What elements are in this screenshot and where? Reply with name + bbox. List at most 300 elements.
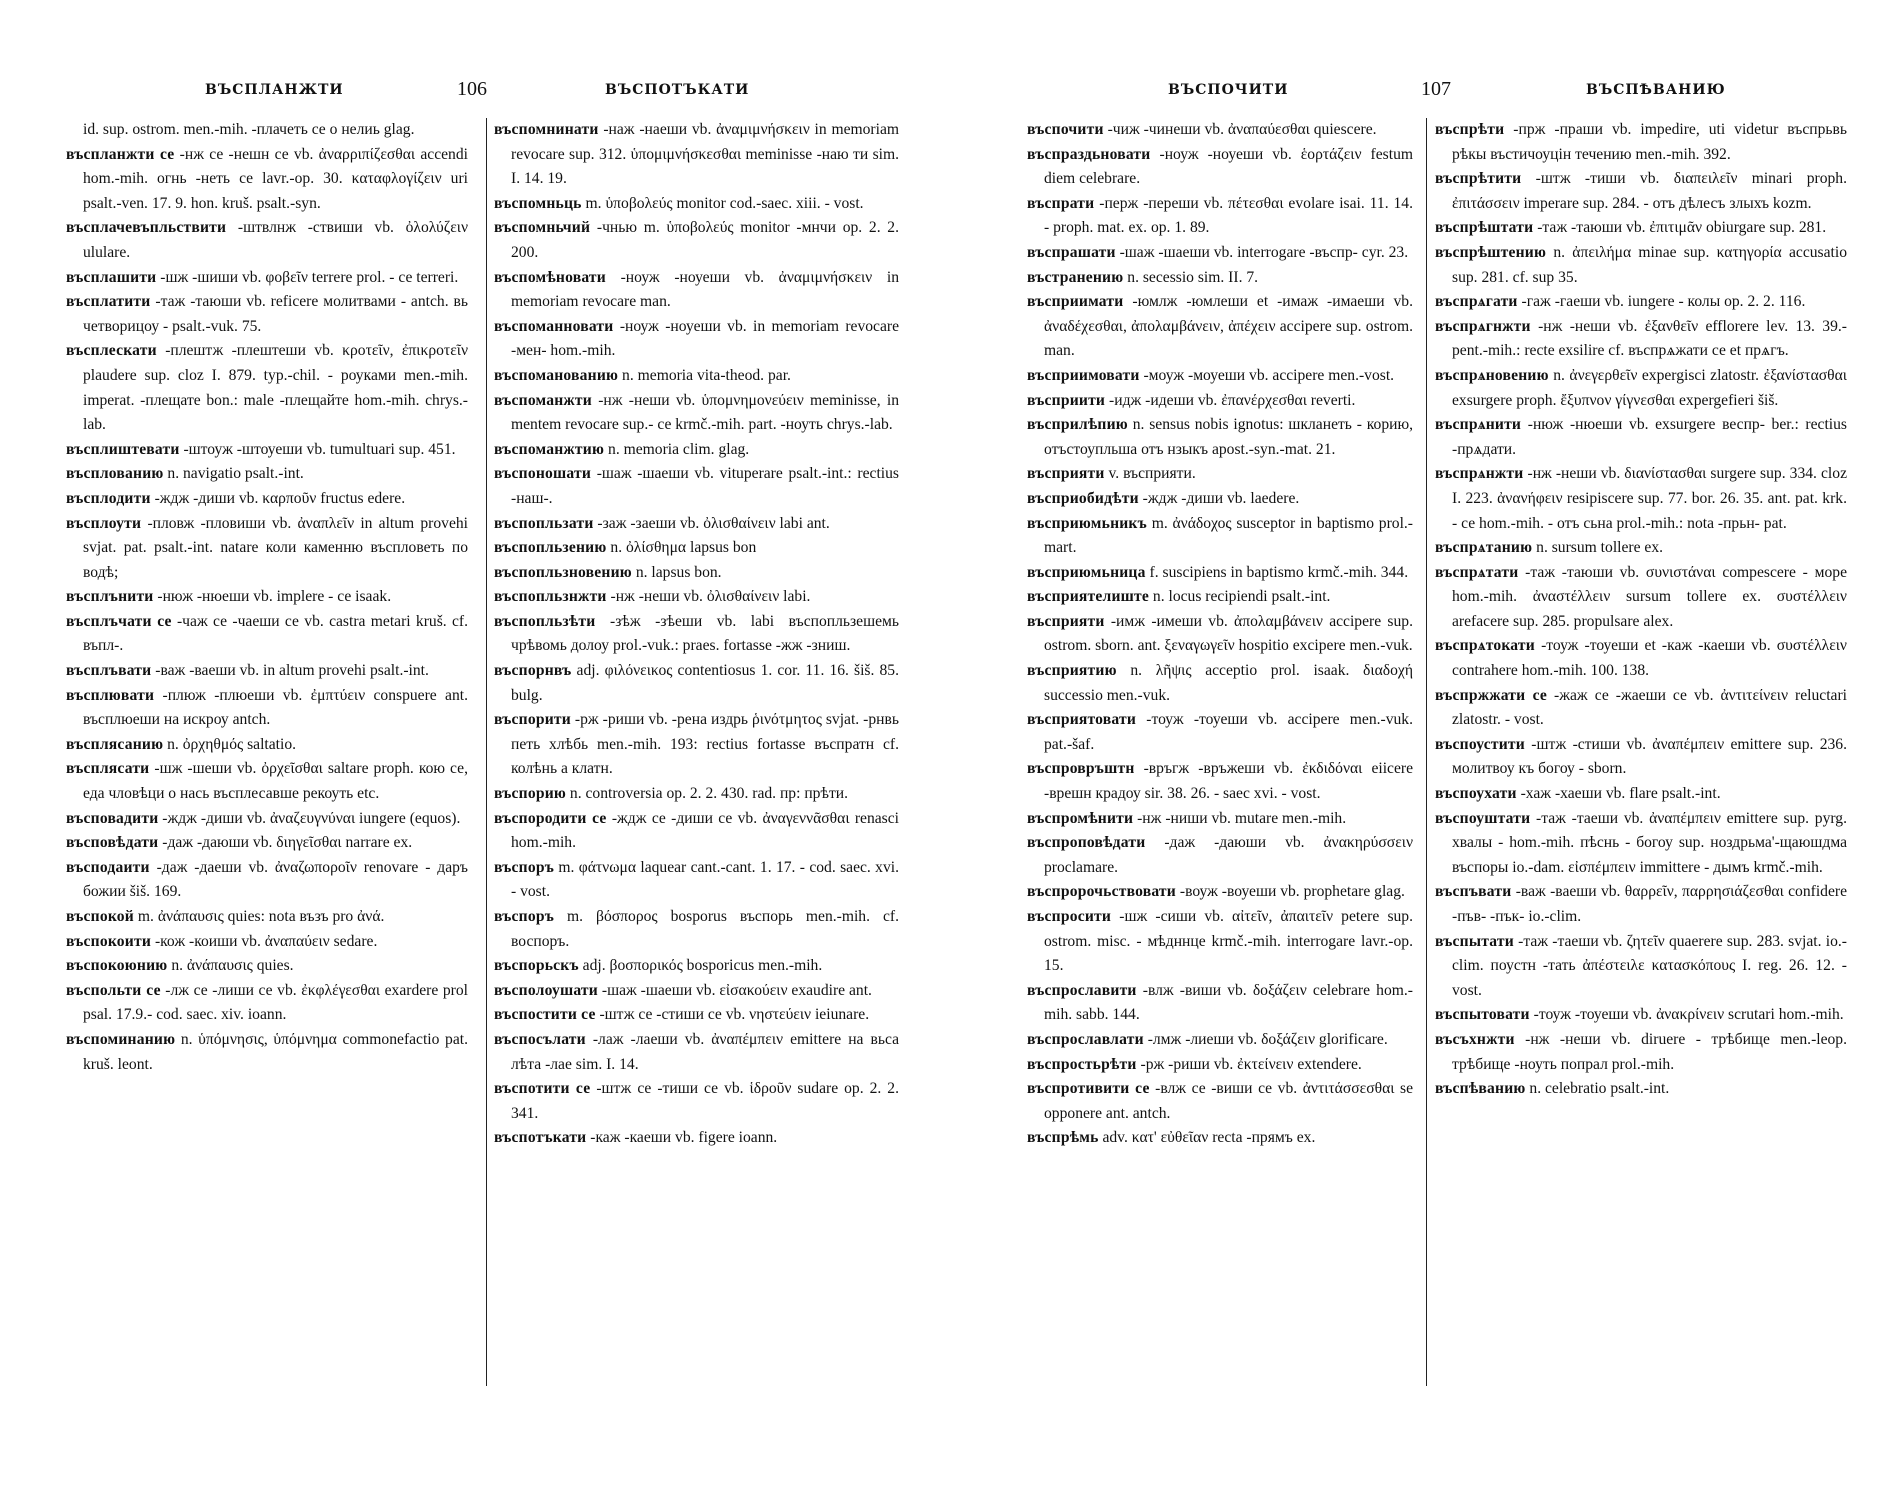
dictionary-entry [66,143,468,217]
dictionary-entry [494,364,899,389]
entry-headword: въспрѣмь [1027,1129,1099,1147]
entry-definition: -таж -таюши vb. ἐπιτιμᾶν obiurgare sup. 281. [1537,219,1827,237]
entry-definition: -плештж -плештеши vb. κροτεῖν, ἐπικροτεῖν plaudere sup. cloz I. 879. typ.-chil. - роуками men.-mih. imperat. -плещате bon.: male -плещайте hom.-mih. chrys.-lab. [83,342,468,434]
dictionary-entry [1027,979,1413,1028]
dictionary-entry [1027,1053,1413,1078]
entry-headword: въсплоути [66,514,142,532]
dictionary-entry [66,585,468,610]
dictionary-entry [1027,905,1413,979]
entry-definition: n. controversia op. 2. 2. 430. rad. пр: прѣти. [569,785,848,803]
dictionary-entry [494,512,899,537]
entry-headword: въспосълати [494,1030,586,1048]
entry-definition: -идж -идеши vb. ἐπανέρχεσθαι reverti. [1109,391,1356,409]
dictionary-entry [1435,118,1847,167]
dictionary-entry [66,118,468,143]
entry-headword: въсприимати [1027,293,1124,311]
dictionary-entry [1027,757,1413,806]
dictionary-entry [66,216,468,265]
dictionary-entry [66,339,468,437]
entry-headword: въспрѣтити [1435,170,1522,188]
entry-definition: adv. κατ' εὐθεῖαν recta -прямъ ex. [1102,1129,1316,1147]
dictionary-entry [1027,192,1413,241]
dictionary-entry [1027,659,1413,708]
entry-headword: въсплатити [66,293,151,311]
page-107 [951,0,1902,1500]
column [66,118,468,1077]
entry-headword: въсъхнжти [1435,1030,1515,1048]
entry-definition: -важ -ваеши vb. θαρρεῖν, παρρησιάζεσθαι confidere -пъв- -пък- io.-clim. [1452,883,1847,925]
entry-definition: n. navigatio psalt.-int. [167,465,304,483]
entry-definition: -чиж -чинеши vb. ἀναπαύεσθαι quiescere. [1107,121,1377,138]
entry-headword: въсприяти [1027,465,1105,483]
entry-headword: въспольти се [66,981,161,999]
entry-definition: n. memoria vita-theod. par. [622,366,791,384]
entry-definition: id. sup. ostrom. men.-mih. -плачеть се о нелиь glag. [83,121,415,138]
entry-headword: въспоношати [494,465,592,483]
dictionary-entry [494,1126,899,1151]
entry-headword: въспопльзновению [494,563,632,581]
entry-headword: въспраздьновати [1027,145,1151,163]
dictionary-entry [494,192,899,217]
dictionary-entry [494,1077,899,1126]
dictionary-entry [494,438,899,463]
dictionary-entry [1435,634,1847,683]
entry-headword: въсплъчати се [66,612,172,630]
entry-definition: -нж -неши vb. ὀλισθαίνειν labi. [610,588,811,606]
entry-definition: -нж -неши vb. ἐξανθεῖν efflorere lev. 13. 39.- pent.-mih.: recte exsilire cf. въспрѧжати се et прѧгъ. [1452,317,1847,360]
entry-definition: n. locus recipiendi psalt.-int. [1152,588,1331,606]
entry-headword: въспокой [66,908,134,925]
entry-headword: въспопльзати [494,514,594,532]
dictionary-entry [66,831,468,856]
entry-headword: въспорнвъ [494,662,572,680]
entry-definition: n. memoria clim. glag. [608,440,750,458]
entry-headword: въспрѧтати [1435,563,1519,581]
dictionary-entry [66,512,468,586]
dictionary-entry [1435,807,1847,881]
dictionary-entry [66,487,468,512]
entry-headword: въспомньць [494,194,582,212]
entry-definition: n. ὑπόμνησις, ὑπόμνημα commonefactio pat. kruš. leont. [83,1030,468,1073]
entry-definition: -лаж -лаеши vb. ἀναπέμπειν emittere на вьса лѣта -лае sim. I. 14. [511,1030,900,1073]
entry-headword: въспытати [1435,932,1514,950]
entry-definition: -шж -сиши vb. αἰτεῖν, ἀπαιτεῖν petere sup. ostrom. misc. - мѣдннце krmč.-mih. interrogare lavr.-op. 15. [1044,908,1414,975]
entry-definition: -таж -таюши vb. reficere молитвами - antch. вь четворицоу - psalt.-vuk. 75. [83,293,469,335]
entry-headword: въспоустити [1435,735,1525,753]
entry-headword: въспотити се [494,1080,591,1098]
dictionary-entry [66,954,468,979]
dictionary-entry [1027,266,1413,291]
dictionary-entry [1027,561,1413,586]
entry-headword: въсповѣдати [66,834,159,852]
entry-definition: -нюж -нюеши vb. exsurgere веспр- ber.: rectius -прѧдати. [1452,416,1847,458]
entry-definition: -каж -каеши vb. figere ioann. [590,1129,778,1147]
dictionary-entry [1435,167,1847,216]
entry-definition: -лмж -лиеши vb. δοξάζειν glorificare. [1147,1030,1388,1048]
dictionary-entry [1027,143,1413,192]
entry-definition: m. ὑποβολεύς monitor cod.-saec. xiii. - vost. [585,194,864,212]
entry-definition: -ноуж -ноуеши vb. ἑορτάζειν festum diem celebrare. [1044,145,1413,188]
entry-definition: n. ἀπειλήμα minae sup. κατηγορία accusatio sup. 281. cf. sup 35. [1452,243,1847,286]
entry-definition: adj. φιλόνεικος contentiosus 1. cor. 11. 16. šiš. 85. bulg. [511,662,899,704]
dictionary-entry [1027,1028,1413,1053]
entry-headword: въспрѣштению [1435,243,1547,261]
entry-definition: -нж се -нешн се vb. ἀναρριπίζεσθαι accendi hom.-mih. огнь -неть се lavr.-op. 30. καταφλογίζειν uri psalt.-ven. 17. 9. hon. kruš. psalt.-syn. [83,145,468,212]
entry-definition: -шаж -шаеши vb. εἰσακούειν exaudire ant. [601,981,872,999]
entry-definition: n. sursum tollere ex. [1536,539,1664,557]
entry-headword: въспржжати се [1435,686,1548,704]
dictionary-entry [1435,216,1847,241]
page-number: 106 [457,78,487,100]
entry-headword: въсплънити [66,588,154,606]
entry-definition: -влж се -виши се vb. ἀντιτάσσεσθαι se opponere ant. antch. [1044,1080,1413,1122]
entry-definition: -нж -ниши vb. mutare men.-mih. [1137,809,1347,827]
entry-headword: въспрѧнити [1435,416,1522,434]
entry-headword: въспростьрѣти [1027,1055,1137,1073]
entry-definition: -шж -шеши vb. ὀρχεῖσθαι saltare proph. кою се, еда чловѣци о нась въсплесавше рекоуть etc. [83,760,468,803]
entry-headword: въспоръ [494,908,554,925]
entry-definition: n. lapsus bon. [635,563,722,581]
entry-headword: въсприюмьница [1027,563,1146,581]
entry-definition: -заж -заеши vb. ὀλισθαίνειν labi ant. [597,514,830,532]
entry-headword: въспрѧновению [1435,366,1549,384]
entry-headword: въспорию [494,785,567,803]
entry-headword: въсприяти [1027,612,1105,630]
column-divider [486,118,487,1386]
dictionary-entry [1027,807,1413,832]
entry-headword: въсплясанию [66,735,164,753]
dictionary-entry [66,807,468,832]
dictionary-entry [1435,930,1847,1004]
dictionary-entry [494,1028,899,1077]
entry-definition: f. suscipiens in baptismo krmč.-mih. 344. [1149,563,1409,581]
dictionary-entry [1027,462,1413,487]
entry-definition: n. secessio sim. II. 7. [1127,268,1259,286]
dictionary-entry [66,290,468,339]
entry-definition: -жаж се -жаеши се vb. ἀντιτείνειν reluctari zlatostr. - vost. [1452,686,1847,729]
entry-headword: въспроповѣдати [1027,834,1146,852]
entry-headword: въспокоюнию [66,957,168,975]
entry-definition: -тоуж -тоуеши vb. accipere men.-vuk. pat.-šaf. [1044,711,1413,753]
entry-definition: -даж -даюши vb. διηγεῖσθαι narrare ex. [162,834,413,852]
column [1027,118,1413,1151]
entry-definition: -прж -праши vb. impedire, uti videtur въспрьвь рѣкы въстичоуцін течению men.-mih. 392. [1452,121,1847,163]
entry-headword: въспородити се [494,809,607,827]
dictionary-entry [1027,241,1413,266]
entry-headword: въспрѣштати [1435,219,1534,237]
dictionary-entry [66,438,468,463]
entry-definition: m. ἀνάδοχος susceptor in baptismo prol.-mart. [1044,514,1413,557]
column-divider [1426,118,1427,1386]
entry-definition: -рж -риши vb. -рена издрь ῥινότμητος svjat. -рнвь петь хлѣбь men.-mih. 193: rectius fortasse въспратн cf. колѣнь а клатн. [511,711,899,778]
entry-definition: v. въсприяти. [1108,465,1196,483]
entry-headword: въсприятелиште [1027,588,1149,606]
entry-definition: -плюж -плюеши vb. ἐμπτύειν conspuere ant. въсплюеши на искроу antch. [83,686,468,729]
entry-definition: -даж -даюши vb. ἀνακηρύσσειν proclamare. [1044,834,1413,876]
dictionary-entry [1435,1077,1847,1102]
dictionary-entry [494,118,899,192]
dictionary-entry [66,733,468,758]
entry-headword: въспомньчий [494,219,591,237]
dictionary-entry [1435,413,1847,462]
entry-headword: въсприлѣпию [1027,416,1128,434]
entry-headword: въспытовати [1435,1006,1530,1024]
dictionary-entry [494,462,899,511]
dictionary-entry [1027,610,1413,659]
entry-definition: -хаж -хаеши vb. flare psalt.-int. [1520,785,1721,803]
entry-headword: въспокоити [66,932,152,950]
dictionary-entry [1435,290,1847,315]
entry-headword: въспрославити [1027,981,1137,999]
dictionary-entry [66,930,468,955]
entry-definition: n. celebratio psalt.-int. [1529,1080,1670,1098]
entry-definition: -ждж -диши vb. καρποῦν fructus edere. [154,489,406,507]
column [494,118,899,1151]
entry-definition: m. φάτνωμα laquear cant.-cant. 1. 17. - cod. saec. xvi. - vost. [511,858,899,901]
dictionary-entry [66,1028,468,1077]
column [1435,118,1847,1102]
entry-definition: -гаж -гаеши vb. iungere - колы op. 2. 2. 116. [1521,293,1806,311]
dictionary-entry [1027,487,1413,512]
dictionary-entry [494,536,899,561]
entry-headword: въспротивити се [1027,1080,1150,1098]
dictionary-entry [494,610,899,659]
entry-definition: -штж се -тиши се vb. ἱδροῦν sudare op. 2. 2. 341. [511,1080,899,1122]
dictionary-entry [1027,118,1413,143]
dictionary-entry [1435,536,1847,561]
entry-headword: въспрашати [1027,243,1116,261]
dictionary-entry [494,979,899,1004]
dictionary-entry [1027,1126,1413,1151]
entry-headword: въсприятовати [1027,711,1137,729]
entry-definition: -нж -неши vb. διανίστασθαι surgere sup. 334. cloz I. 223. ἀνανήφειν resipiscere sup. 77. bor. 26. 35. ant. pat. krk. - се hom.-mih. - отъ сьна prol.-mih.: nota -прьн- pat. [1452,465,1847,532]
entry-headword: въсплювати [66,686,155,704]
entry-headword: въсполоушати [494,981,598,999]
entry-headword: въспомнинати [494,121,599,138]
entry-headword: въспопльзению [494,539,607,557]
entry-definition: -таж -таеши vb. ἀναπέμπειν emittere sup. pyrg. хвалы - hom.-mih. пѣснь - богоу sup. ноздрьма'-щаюшдма въспоры io.-dam. εἰσπέμπειν immittere - дымъ krmč.-mih. [1452,809,1847,876]
entry-definition: -штж -тиши vb. διαπειλεῖν minari proph. ἐπιτάσσειν imperare sup. 284. - отъ дѣлесъ злыхъ kozm. [1452,170,1847,212]
dictionary-entry [494,659,899,708]
dictionary-entry [494,905,899,954]
entry-definition: -лж се -лиши се vb. ἐκφλέγεσθαι exardere prol psal. 17.9.- cod. saec. xiv. ioann. [83,981,469,1024]
entry-headword: въспрѧнжти [1435,465,1524,483]
entry-headword: въспоръ [494,858,554,876]
entry-definition: -чнью m. ὑποβολεύς monitor -мнчи op. 2. 2. 200. [511,219,899,261]
dictionary-entry [1435,364,1847,413]
page-number: 107 [1421,78,1451,100]
entry-definition: n. ὀλίσθημα lapsus bon [610,539,757,557]
dictionary-entry [1027,585,1413,610]
dictionary-entry [494,266,899,315]
entry-definition: -штж се -стиши се vb. νηστεύειν ieiunare. [599,1006,870,1024]
entry-definition: -връгж -връжеши vb. ἐκδιδόναι eiicere -врешн крадоу sir. 38. 26. - saec xvi. - vost. [1044,760,1413,803]
entry-definition: -шж -шиши vb. φοβεῖν terrere prol. - се terreri. [160,268,459,286]
entry-headword: въстранению [1027,268,1124,286]
entry-definition: -штвлнж -ствиши vb. ὀλολύζειν ululare. [83,219,469,261]
entry-definition: n. ἀνεγερθεῖν expergisci zlatostr. ἐξανίστασθαι exsurgere proph. ἔξυπνον γίγνεσθαι expergefieri šiš. [1452,366,1847,409]
dictionary-entry [494,856,899,905]
entry-headword: въсприимовати [1027,366,1140,384]
entry-definition: -тоуж -тоуеши vb. ἀνακρίνειν scrutari hom.-mih. [1533,1006,1844,1024]
dictionary-entry [1027,290,1413,364]
entry-headword: въсприити [1027,391,1106,409]
dictionary-entry [1435,880,1847,929]
entry-definition: -наж -наеши vb. ἀναμιμνήσκειν in memoriam revocare sup. 312. ὑπομιμνήσκεσθαι meminisse -наю ти sim. I. 14. 19. [511,121,899,188]
dictionary-entry [494,216,899,265]
dictionary-entry [66,266,468,291]
running-head-right: ВЪСПѢВАНИЮ [1586,82,1726,98]
dictionary-entry [66,659,468,684]
entry-definition: -юмлж -юмлеши et -имаж -имаеши vb. ἀναδέχεσθαι, ἀπολαμβάνειν, ἀπέχειν accipere sup. ostrom. man. [1044,293,1413,360]
dictionary-entry [1027,364,1413,389]
entry-headword: въспророчьствовати [1027,883,1176,901]
entry-definition: -пловж -пловиши vb. ἀναπλεῖν in altum provehi svjat. pat. psalt.-int. natare коли каменню въспловеть по водѣ; [83,514,468,581]
entry-headword: въспоманжти [494,391,592,409]
entry-headword: въспоухати [1435,785,1517,803]
dictionary-entry [494,389,899,438]
entry-definition: -ждж -диши vb. ἀναζευγνύναι iungere (equos). [162,809,461,827]
entry-definition: -воуж -воуеши vb. prophetare glag. [1179,883,1405,901]
dictionary-entry [66,856,468,905]
dictionary-entry [66,757,468,806]
entry-headword: въсплъвати [66,662,152,680]
running-head-left: ВЪСПЛАНЖТИ [205,82,344,98]
entry-headword: въспостити се [494,1006,596,1024]
entry-headword: въсплашити [66,268,157,286]
entry-headword: въспрѧгати [1435,293,1518,311]
entry-headword: въспоминанию [66,1030,176,1048]
entry-headword: въспрѣти [1435,121,1505,138]
entry-definition: m. ἀνάπαυσις quies: nota възъ pro ἀνά. [137,908,385,925]
dictionary-entry [66,979,468,1028]
entry-definition: -шаж -шаеши vb. interrogare -въспр- cyr. 23. [1119,243,1409,261]
entry-definition: -шаж -шаеши vb. vituperare psalt.-int.: rectius -наш-. [511,465,899,507]
dictionary-entry [1027,1077,1413,1126]
entry-definition: -ждж -диши vb. laedere. [1142,489,1300,507]
running-head-right: ВЪСПОТЪКАТИ [605,82,750,98]
entry-headword: въспрати [1027,194,1095,212]
entry-definition: -важ -ваеши vb. in altum provehi psalt.-int. [155,662,429,680]
entry-definition: -чаж се -чаеши се vb. castra metari kruš. cf. въпл-. [83,612,468,655]
dictionary-entry [66,905,468,930]
dictionary-entry [1027,708,1413,757]
entry-headword: въспопльзѣти [494,612,596,630]
entry-headword: въсплиштевати [66,440,180,458]
entry-headword: въсприобидѣти [1027,489,1139,507]
dictionary-entry [1435,561,1847,635]
dictionary-entry [1435,315,1847,364]
entry-definition: -влж -виши vb. δοξάζειν celebrare hom.-mih. sabb. 144. [1044,981,1413,1024]
entry-definition: n. λῆψις acceptio prol. isaak. διαδοχή successio men.-vuk. [1044,662,1413,704]
entry-definition: -штоуж -штоуеши vb. tumultuari sup. 451. [183,440,456,458]
entry-headword: въсподаити [66,858,150,876]
entry-definition: -рж -риши vb. ἐκτείνειν extendere. [1140,1055,1362,1073]
dictionary-entry [66,684,468,733]
entry-definition: -штж -стиши vb. ἀναπέμπειν emittere sup. 236. молитвоу къ богоу - sborn. [1452,735,1847,778]
entry-headword: въспомѣновати [494,268,606,286]
entry-headword: въспорити [494,711,571,729]
entry-headword: въспрѧтокати [1435,637,1535,655]
entry-definition: -ноуж -ноуеши vb. ἀναμιμνήσκειν in memoriam revocare man. [511,268,899,311]
entry-definition: -ноуж -ноуеши vb. in memoriam revocare -мен- hom.-mih. [511,317,899,360]
entry-headword: въсплескати [66,342,157,360]
entry-definition: -даж -даеши vb. ἀναζωποροῖν renovare - даръ божии šiš. 169. [83,858,468,901]
dictionary-entry [494,954,899,979]
dictionary-entry [1027,512,1413,561]
entry-definition: n. ἀνάπαυσις quies. [171,957,294,975]
entry-definition: -перж -переши vb. πέτεσθαι evolare isai. 11. 14. - proph. mat. ex. op. 1. 89. [1044,194,1413,237]
dictionary-entry [1435,684,1847,733]
entry-headword: въспоманованию [494,366,619,384]
entry-headword: въспорьскъ [494,957,579,975]
entry-headword: въспросити [1027,908,1112,925]
running-head-left: ВЪСПОЧИТИ [1168,82,1289,98]
dictionary-entry [1027,413,1413,462]
entry-headword: въспрѧтанию [1435,539,1533,557]
dictionary-entry [494,782,899,807]
dictionary-entry [66,610,468,659]
entry-definition: -нюж -нюеши vb. implere - се isaak. [157,588,392,606]
entry-headword: въсплясати [66,760,150,778]
dictionary-entry [494,807,899,856]
dictionary-entry [1435,462,1847,536]
entry-definition: -моуж -моуеши vb. accipere men.-vost. [1143,366,1395,384]
dictionary-entry [494,708,899,782]
entry-headword: въсплованию [66,465,164,483]
entry-headword: въспопльзнжти [494,588,607,606]
entry-headword: въспрославлати [1027,1030,1144,1048]
entry-headword: въспровръштн [1027,760,1135,778]
entry-definition: -ждж се -диши се vb. ἀναγεννᾶσθαι renasci hom.-mih. [511,809,899,852]
dictionary-entry [1435,782,1847,807]
entry-headword: въспромѣнити [1027,809,1134,827]
entry-headword: въспъвати [1435,883,1512,901]
dictionary-entry [1435,241,1847,290]
entry-headword: въспѣванию [1435,1080,1526,1098]
entry-headword: въсплодити [66,489,151,507]
entry-headword: въсповадити [66,809,159,827]
entry-definition: n. ὀρχηθμός saltatio. [167,735,297,753]
entry-definition: -кож -коиши vb. ἀναπαύειν sedare. [154,932,378,950]
entry-headword: въспоуштати [1435,809,1531,827]
entry-definition: m. βόσπορος bosporus въспорь men.-mih. cf. воспоръ. [511,908,899,950]
entry-definition: adj. βοσπορικός bosporicus men.-mih. [582,957,823,975]
entry-headword: въспрѧгнжти [1435,317,1531,335]
dictionary-entry [1027,389,1413,414]
entry-headword: въспочити [1027,121,1104,138]
dictionary-entry [1435,733,1847,782]
entry-headword: въспотъкати [494,1129,587,1147]
dictionary-entry [494,585,899,610]
entry-definition: -нж -неши vb. diruere - трѣбище men.-leop. трѣбище -ноуть попрал prol.-mih. [1452,1030,1848,1073]
dictionary-entry [1435,1028,1847,1077]
entry-definition: -таж -таюши vb. συνιστάναι compescere - море hom.-mih. ἀναστέλλειν sursum tollere ex. συστέλλειν arefacere sup. 285. propulsare alex. [1452,563,1847,630]
dictionary-entry [494,561,899,586]
entry-headword: въспоманновати [494,317,614,335]
entry-definition: -нж -неши vb. ὑπομνημονεύειν meminisse, in mentem revocare sup.- се krmč.-mih. part. -ноуть chrys.-lab. [511,391,899,434]
entry-headword: въспоманжтию [494,440,605,458]
entry-definition: -имж -имеши vb. ἀπολαμβάνειν accipere sup. ostrom. sborn. ant. ξεναγωγεῖν hospitio excipere men.-vuk. [1044,612,1413,655]
dictionary-entry [1027,831,1413,880]
dictionary-entry [1027,880,1413,905]
entry-definition: -тоуж -тоуеши et -каж -каеши vb. συστέλλειν contrahere hom.-mih. 100. 138. [1452,637,1847,680]
entry-headword: въсприюмьникъ [1027,514,1147,532]
entry-headword: въспланжти се [66,145,175,163]
entry-definition: -таж -таеши vb. ζητεῖν quaerere sup. 283. svjat. io.-clim. поустн -тать ἀπέστειλε κατασκόπους I. reg. 26. 12. - vost. [1452,932,1847,999]
dictionary-entry [494,315,899,364]
entry-headword: въсприятию [1027,662,1117,680]
